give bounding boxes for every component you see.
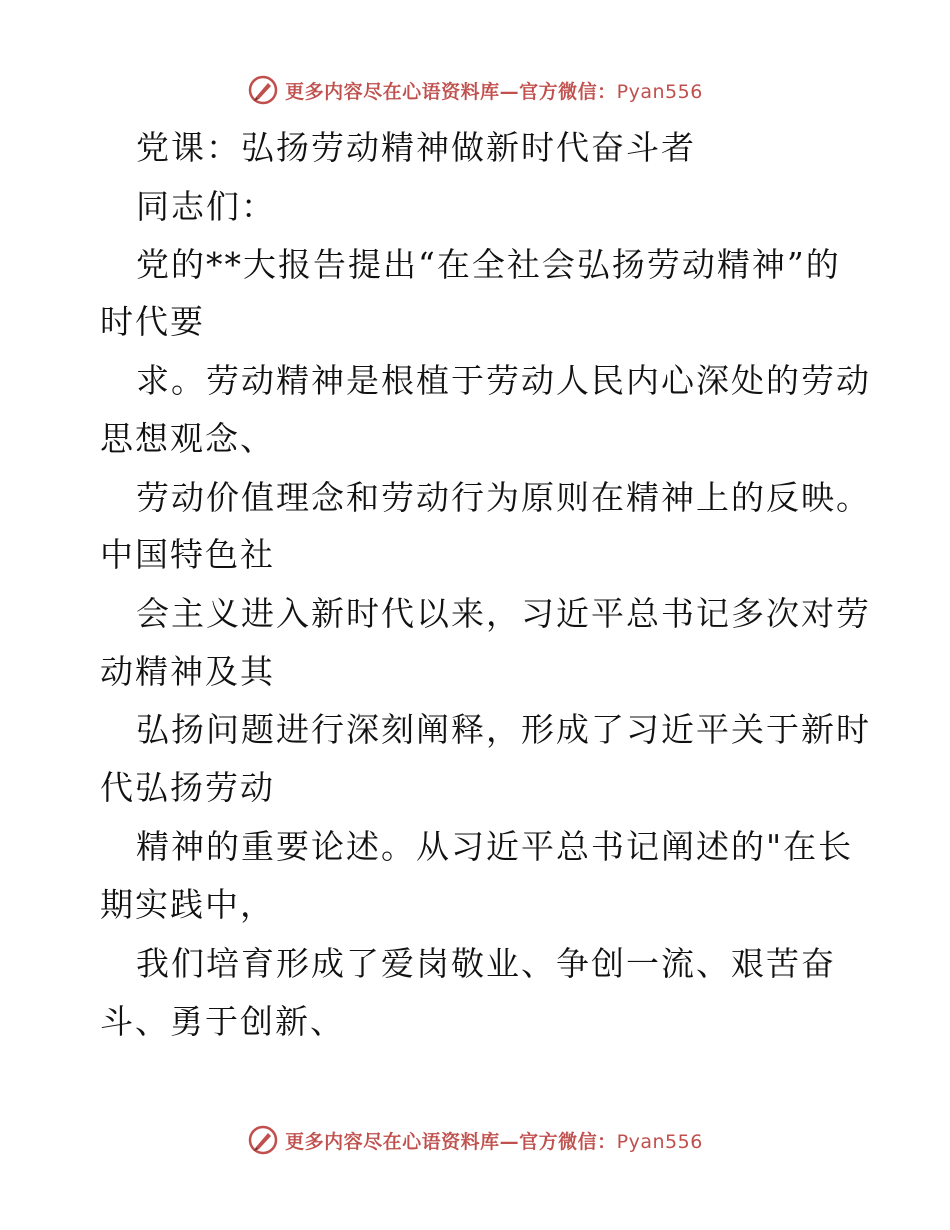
wechat-id: Pyan556 bbox=[616, 80, 703, 103]
wechat-id: Pyan556 bbox=[616, 1130, 703, 1153]
pen-logo-icon bbox=[247, 1124, 279, 1156]
text-line: 会主义进入新时代以来，习近平总书记多次对劳 bbox=[136, 594, 871, 633]
footer-watermark bbox=[0, 1120, 950, 1160]
salutation: 同志们： bbox=[136, 187, 276, 226]
text-line: 求。劳动精神是根植于劳动人民内心深处的劳动 bbox=[136, 361, 871, 400]
text-line: 斗、勇于创新、 bbox=[100, 1002, 345, 1041]
text-line: 我们培育形成了爱岗敬业、争创一流、艰苦奋 bbox=[136, 944, 836, 983]
text-line: 动精神及其 bbox=[100, 652, 275, 691]
header-watermark bbox=[0, 70, 950, 110]
text-line: 中国特色社 bbox=[100, 535, 275, 574]
text-line: 劳动价值理念和劳动行为原则在精神上的反映。 bbox=[136, 478, 871, 517]
watermark-text: 更多内容尽在心语资料库—官方微信：Pyan556 bbox=[285, 1130, 703, 1153]
watermark-text: 更多内容尽在心语资料库—官方微信：Pyan556 bbox=[285, 80, 703, 103]
document-title: 党课：弘扬劳动精神做新时代奋斗者 bbox=[136, 128, 696, 167]
text-line: 时代要 bbox=[100, 302, 205, 341]
pen-logo-icon bbox=[247, 74, 279, 106]
text-line: 党的**大报告提出“在全社会弘扬劳动精神”的 bbox=[136, 245, 841, 284]
text-line: 期实践中， bbox=[100, 885, 275, 924]
text-line: 精神的重要论述。从习近平总书记阐述的"在长 bbox=[136, 827, 854, 866]
text-line: 弘扬问题进行深刻阐释，形成了习近平关于新时 bbox=[136, 710, 871, 749]
text-line: 代弘扬劳动 bbox=[100, 768, 275, 807]
text-line: 思想观念、 bbox=[100, 419, 275, 458]
